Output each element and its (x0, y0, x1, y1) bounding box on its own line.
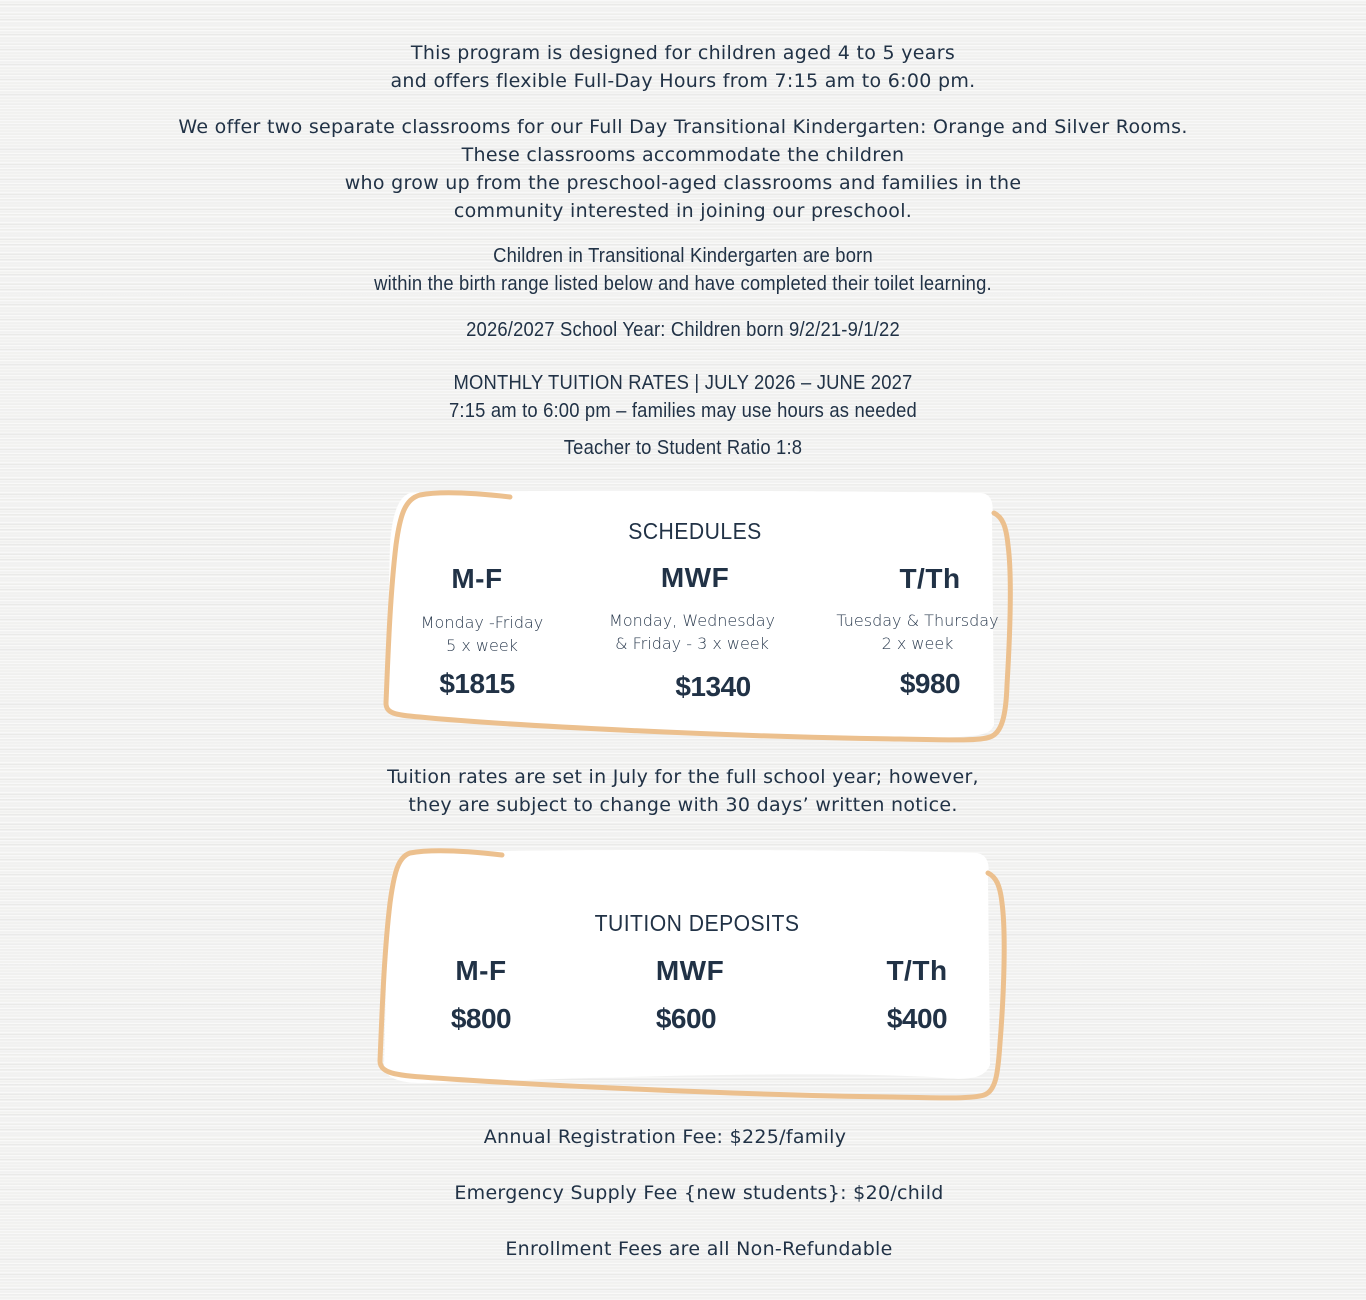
schedules-title: SCHEDULES (628, 518, 762, 544)
classrooms-line-4: community interested in joining our preschool. (453, 200, 913, 222)
intro-line-1: This program is designed for children aged 4 to 5 years (410, 42, 956, 64)
deposit-code-tth: T/Th (886, 955, 948, 986)
deposit-code-mf: M-F (455, 955, 507, 986)
schedule-price-tth: $980 (899, 668, 961, 699)
intro-line-2: and offers flexible Full-Day Hours from 7:15 am to 6:00 pm. (390, 70, 976, 92)
school-year-range: 2026/2027 School Year: Children born 9/2/21-9/1/22 (466, 319, 900, 341)
schedule-desc-mwf-2: & Friday - 3 x week (615, 634, 769, 653)
deposit-price-tth: $400 (886, 1003, 948, 1034)
classrooms-line-3: who grow up from the preschool-aged classrooms and families in the (344, 172, 1022, 194)
schedule-price-mwf: $1340 (675, 671, 751, 702)
deposits-title: TUITION DEPOSITS (594, 910, 800, 936)
deposit-code-mwf: MWF (655, 955, 725, 986)
classrooms-line-2: These classrooms accommodate the children (461, 144, 905, 166)
teacher-student-ratio: Teacher to Student Ratio 1:8 (563, 437, 803, 459)
eligibility-line-1: Children in Transitional Kindergarten are born (493, 245, 873, 267)
schedule-desc-mf-1: Monday -Friday (420, 613, 544, 632)
registration-fee: Annual Registration Fee: $225/family (483, 1126, 847, 1148)
schedule-desc-tth-1: Tuesday & Thursday (836, 611, 999, 630)
eligibility-line-2: within the birth range listed below and have completed their toilet learning. (374, 273, 992, 295)
schedule-code-mwf: MWF (660, 562, 730, 593)
rates-notice-line-2: they are subject to change with 30 days’ written notice. (408, 794, 958, 816)
deposit-price-mf: $800 (450, 1003, 512, 1034)
schedule-price-mf: $1815 (439, 668, 515, 699)
schedule-desc-mf-2: 5 x week (446, 636, 518, 655)
supply-fee: Emergency Supply Fee {new students}: $20/child (454, 1182, 944, 1204)
tuition-rates-heading: MONTHLY TUITION RATES | JULY 2026 – JUNE 2027 (453, 372, 913, 394)
deposit-price-mwf: $600 (655, 1003, 717, 1034)
tuition-hours: 7:15 am to 6:00 pm – families may use hours as needed (449, 400, 917, 422)
schedule-desc-mwf-1: Monday, Wednesday (609, 611, 775, 630)
deposits-card (372, 843, 1017, 1108)
non-refundable-notice: Enrollment Fees are all Non-Refundable (505, 1238, 893, 1260)
schedule-desc-tth-2: 2 x week (881, 634, 954, 653)
schedule-code-tth: T/Th (899, 563, 961, 594)
schedules-card (380, 485, 1025, 750)
classrooms-line-1: We offer two separate classrooms for our Full Day Transitional Kindergarten: Orange and Silver Rooms. (178, 116, 1188, 138)
rates-notice-line-1: Tuition rates are set in July for the full school year; however, (387, 766, 979, 788)
schedule-code-mf: M-F (451, 563, 503, 594)
